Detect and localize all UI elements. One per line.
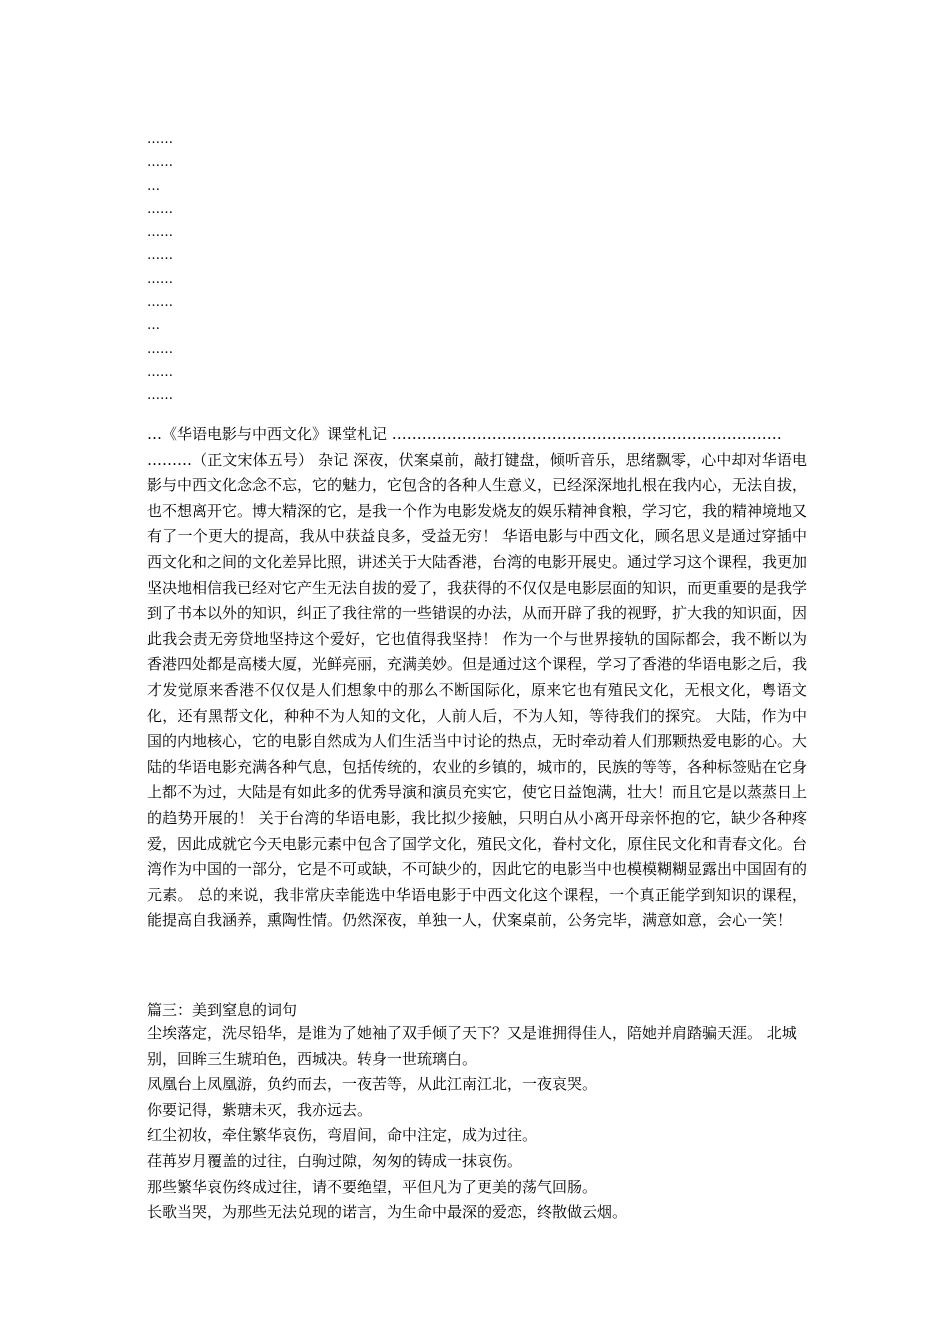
ellipsis-line: … <box>147 318 160 334</box>
ellipsis-line: … <box>147 178 160 194</box>
ellipsis-list <box>147 128 173 408</box>
section-title: 篇三：美到窒息的词句 <box>147 1001 298 1019</box>
verse-line: 长歌当哭，为那些无法兑现的诺言，为生命中最深的爱恋，终散做云烟。 <box>147 1203 628 1222</box>
ellipsis-line: …… <box>147 132 173 147</box>
ellipsis-line: …… <box>147 364 173 380</box>
ellipsis-line: …… <box>147 388 173 404</box>
article-body <box>147 422 807 934</box>
ellipsis-line: …… <box>147 225 173 241</box>
verse-line: 荏苒岁月覆盖的过往，白驹过隙，匆匆的铸成一抹哀伤。 <box>147 1151 523 1170</box>
verse-line: 尘埃落定，洗尽铅华，是谁为了她袖了双手倾了天下？又是谁拥得佳人，陪她并肩踏骗天涯。 北城别，回眸三生琥珀色，西城决。转身一世琉璃白。 <box>147 1024 797 1068</box>
ellipsis-line: …… <box>147 248 173 264</box>
ellipsis-line: …… <box>147 295 173 311</box>
ellipsis-line: …… <box>147 271 173 287</box>
verse-list <box>147 1021 807 1226</box>
ellipsis-line: …… <box>147 201 173 217</box>
article-paragraph: ………（正文宋体五号） 杂记 深夜，伏案桌前，敲打键盘，倾听音乐，思绪飘零，心中却对华语电影与中西文化念念不忘，它的魅力，它包含的各种人生意义，已经深深地扎根在我内心，无法自拔，也不想离开它。博大精深的它，是我一个作为电影发烧友的娱乐精神食粮，学习它，我的精神境地又有了一个更大的提高，我从中获益良多，受益无穷！ 华语电影与中西文化，顾名思义是通过穿插中西文化和之间的文化差异比照，讲述关于大陆香港，台湾的电影开展史。通过学习这个课程，我更加坚决地相信我已经对它产生无法自拔的爱了，我获得的不仅仅是电影层面的知识，而更重要的是我学到了书本以外的知识，纠正了我往常的一些错误的办法，从而开辟了我的视野，扩大我的知识面，因此我会责无旁贷地坚持这个爱好，它也值得我坚持！ 作为一个与世界接轨的国际都会，我不断以为香港四处都是高楼大厦，光鲜亮丽，充满美妙。但是通过这个课程，学习了香港的华语电影之后，我才发觉原来香港不仅仅是人们想象中的那么不断国际化，原来它也有殖民文化，无根文化，粤语文化，还有黑帮文化，种种不为人知的文化，人前人后，不为人知，等待我们的探究。 大陆，作为中国的内地核心，它的电影自然成为人们生活当中讨论的热点，无时牵动着人们那颗热爱电影的心。大陆的华语电影充满各种气息，包括传统的，农业的乡镇的，城市的，民族的等等，各种标签贴在它身上都不为过，大陆是有如此多的优秀导演和演员充实它，使它日益饱满，壮大！而且它是以蒸蒸日上的趋势开展的！ 关于台湾的华语电影，我比拟少接触，只明白从小离开母亲怀抱的它，缺少各种疼爱，因此成就它今天电影元素中包含了国学文化，殖民文化，眷村文化，原住民文化和青春文化。台湾作为中国的一部分，它是不可或缺，不可缺少的，因此它的电影当中也模模糊糊显露出中国固有的元素。 总的来说，我非常庆幸能选中华语电影于中西文化这个课程，一个真正能学到知识的课程，能提高自我涵养，熏陶性情。仍然深夜，单独一人，伏案桌前，公务完毕，满意如意，会心一笑！ <box>147 450 808 930</box>
verse-line: 你要记得，紫瑭未灭，我亦远去。 <box>147 1100 373 1119</box>
verse-line: 凤凰台上凤凰游，负约而去，一夜苦等，从此江南江北，一夜哀哭。 <box>147 1075 598 1094</box>
article-heading-line: …《华语电影与中西文化》课堂札记 …………………………………………………………………… <box>147 425 782 443</box>
ellipsis-line: …… <box>147 155 173 171</box>
ellipsis-line: …… <box>147 341 173 357</box>
verse-line: 那些繁华哀伤终成过往，请不要绝望，平但凡为了更美的荡气回肠。 <box>147 1177 598 1196</box>
verse-line: 红尘初妆，牵住繁华哀伤，弯眉间，命中注定，成为过往。 <box>147 1126 538 1145</box>
